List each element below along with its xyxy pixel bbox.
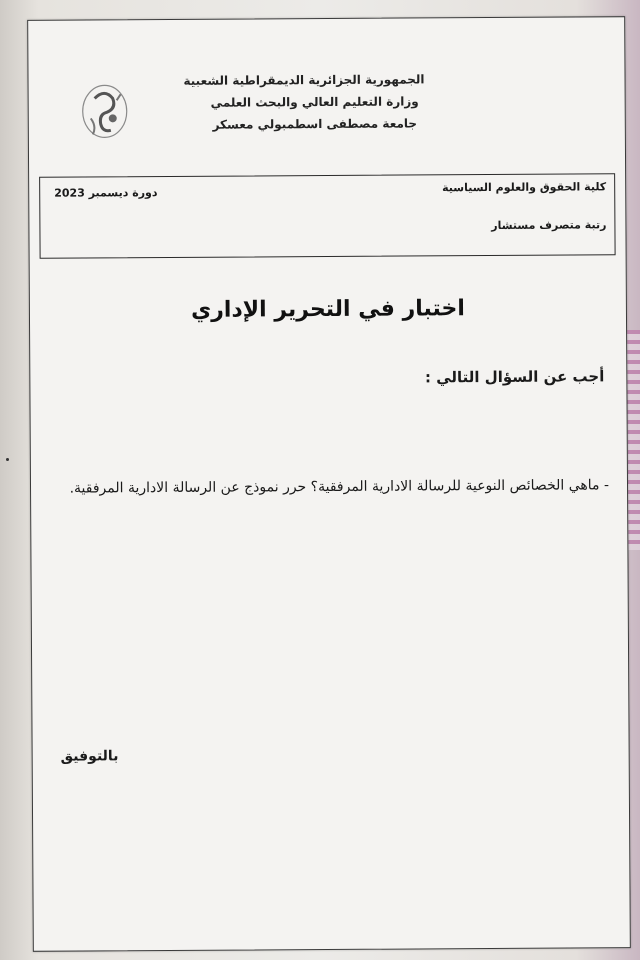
exam-title: اختبار في التحرير الإداري [190, 296, 465, 323]
exam-session: دورة ديسمبر 2023 [54, 186, 158, 200]
university-logo-icon [77, 78, 133, 148]
job-rank: رتبة متصرف مستشار [491, 218, 607, 233]
exam-sheet [27, 16, 631, 952]
ministry-name: وزارة التعليم العالي والبحث العلمي [210, 94, 419, 110]
faculty-name: كلية الحقوق والعلوم السياسية [442, 180, 607, 195]
question-text: - ماهي الخصائص النوعية للرسالة الادارية المرفقية؟ حرر نموذج عن الرسالة الادارية المرفقية. [69, 477, 610, 497]
institution-header [183, 68, 425, 135]
republic-name: الجمهورية الجزائرية الديمقراطية الشعبية [183, 72, 425, 88]
closing-text: بالتوفيق [60, 748, 119, 765]
instruction-text: أجب عن السؤال التالي : [424, 367, 605, 387]
exam-info-box [39, 173, 615, 259]
university-name: جامعة مصطفى اسطمبولي معسكر [212, 116, 418, 132]
ink-dot [6, 458, 9, 461]
